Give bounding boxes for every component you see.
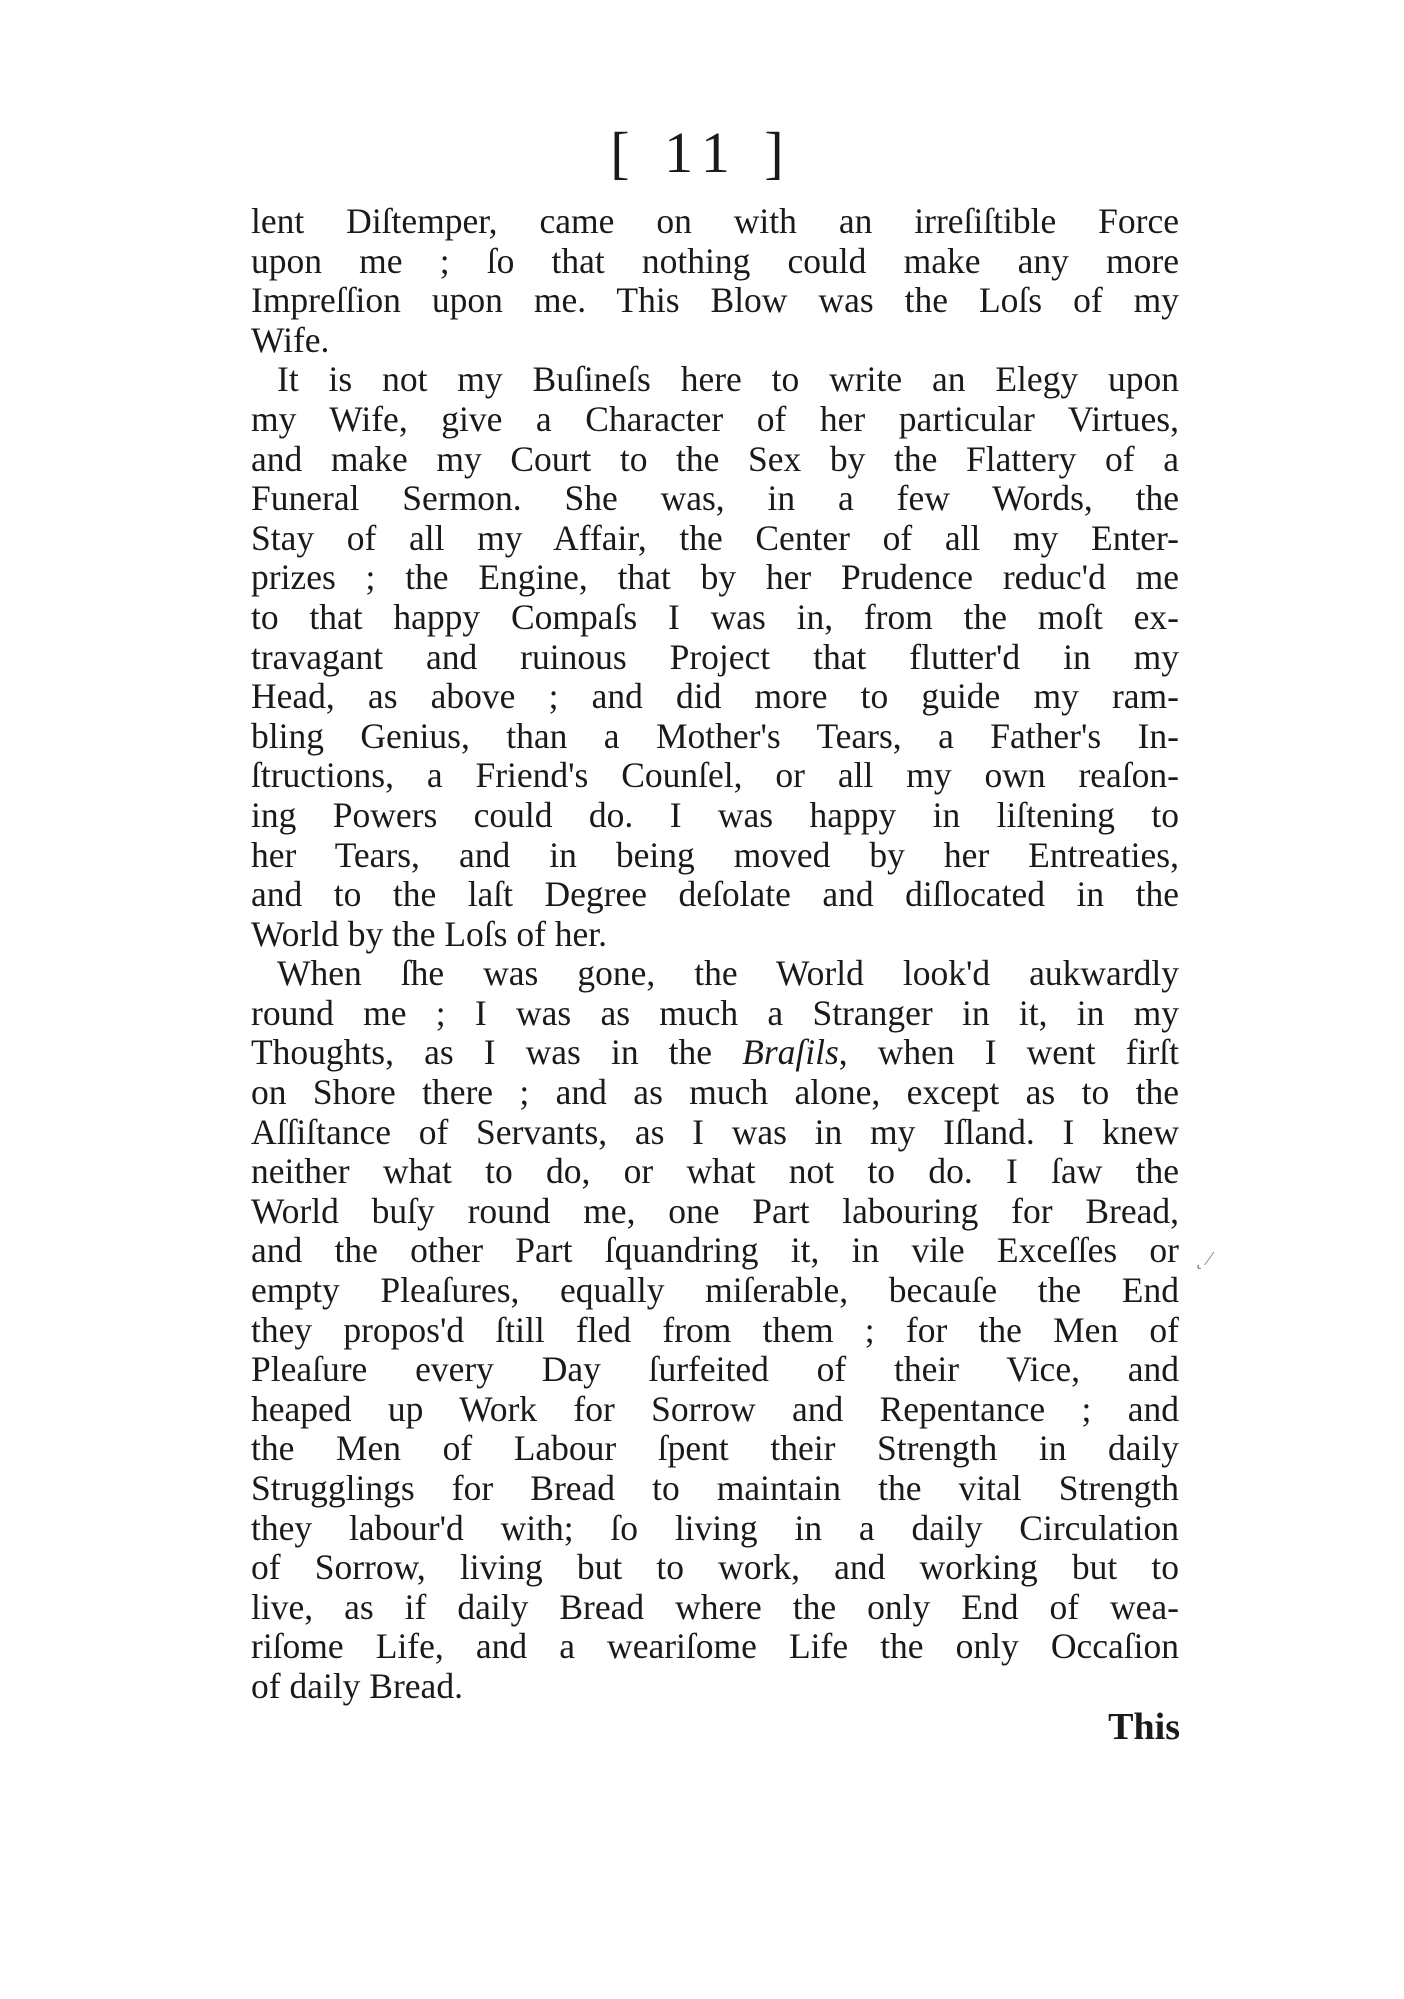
text-line: live, as if daily Bread where the only End of wea- (251, 1586, 1179, 1627)
text-line: of Sorrow, living but to work, and working but to (251, 1547, 1179, 1588)
marginal-mark: ˛ ⁄ (1196, 1248, 1211, 1270)
text-line: riſome Life, and a weariſome Life the only Occaſion (251, 1626, 1179, 1667)
text-line: Thoughts, as I was in the Braſils, when I went firſt (251, 1032, 1179, 1073)
text-line: and the other Part ſquandring it, in vile Exceſſes or (251, 1230, 1179, 1271)
text-line: ſtructions, a Friend's Counſel, or all my own reaſon- (251, 755, 1179, 796)
text-line: Head, as above ; and did more to guide my ram- (251, 676, 1179, 717)
text-line: heaped up Work for Sorrow and Repentance ; and (251, 1388, 1179, 1429)
text-line: ing Powers could do. I was happy in liſtening to (251, 794, 1179, 835)
text-line: World by the Loſs of her. (251, 913, 608, 954)
text-line: neither what to do, or what not to do. I ſaw the (251, 1151, 1179, 1192)
text-line: upon me ; ſo that nothing could make any more (251, 240, 1179, 281)
text-line: Pleaſure every Day ſurfeited of their Vice, and (251, 1349, 1179, 1390)
text-line: her Tears, and in being moved by her Entreaties, (251, 834, 1179, 875)
text-line: Funeral Sermon. She was, in a few Words, the (251, 478, 1179, 519)
text-line: the Men of Labour ſpent their Strength in daily (251, 1428, 1179, 1469)
text-line: round me ; I was as much a Stranger in it, in my (251, 992, 1179, 1033)
text-line: travagant and ruinous Project that flutter'd in my (251, 636, 1179, 677)
italic-place-name: Braſils (742, 1032, 839, 1073)
text-line: of daily Bread. (251, 1665, 463, 1706)
catchword: This (1108, 1706, 1180, 1748)
text-line: empty Pleaſures, equally miſerable, becauſe the End (251, 1270, 1179, 1311)
text-line: Impreſſion upon me. This Blow was the Loſs of my (251, 280, 1179, 321)
text-line: Strugglings for Bread to maintain the vital Strength (251, 1468, 1179, 1508)
text-line: and make my Court to the Sex by the Flattery of a (251, 438, 1179, 479)
body-text (251, 202, 1179, 1707)
text-line: It is not my Buſineſs here to write an Elegy upon (277, 359, 1179, 400)
text-line: on Shore there ; and as much alone, except as to the (251, 1072, 1179, 1113)
text-line: Wife. (251, 319, 330, 360)
text-line: and to the laſt Degree deſolate and diſlocated in the (251, 874, 1179, 915)
text-line: they labour'd with; ſo living in a daily Circulation (251, 1507, 1179, 1548)
text-line: When ſhe was gone, the World look'd aukwardly (277, 953, 1179, 994)
text-line: they propos'd ſtill fled from them ; for the Men of (251, 1309, 1179, 1350)
text-line: Aſſiſtance of Servants, as I was in my Iſland. I knew (251, 1111, 1179, 1152)
text-line: bling Genius, than a Mother's Tears, a Father's In- (251, 715, 1179, 756)
text-line: lent Diſtemper, came on with an irreſiſtible Force (251, 201, 1179, 241)
text-line: prizes ; the Engine, that by her Prudence reduc'd me (251, 557, 1179, 598)
text-line: World buſy round me, one Part labouring for Bread, (251, 1190, 1179, 1231)
text-line: Stay of all my Affair, the Center of all my Enter- (251, 517, 1179, 558)
text-line: to that happy Compaſs I was in, from the moſt ex- (251, 596, 1179, 637)
text-line: my Wife, give a Character of her particular Virtues, (251, 398, 1179, 439)
page-number: [ 11 ] (610, 120, 794, 185)
